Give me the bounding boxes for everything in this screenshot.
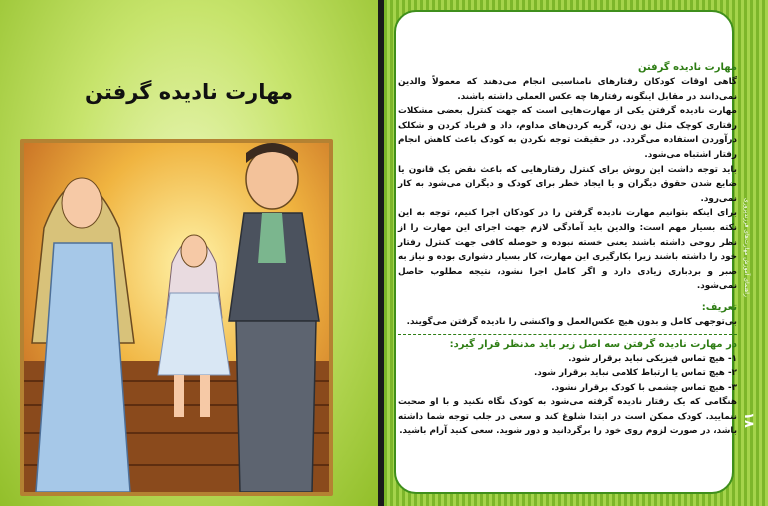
definition-text: بی‌توجهی کامل و بدون هیچ عکس‌العمل و واکنشی را نادیده گرفتن می‌گویند. (406, 316, 737, 327)
definition-label: تعریف: (701, 301, 737, 313)
paragraph: گاهی اوقات کودکان رفتارهای نامناسبی انجام می‌دهند که معمولاً والدین نمی‌دانند در مقابل اینگونه رفتارها چه عکس العملی داشته باشند. (398, 77, 737, 102)
page-number: ۱۸ (741, 412, 756, 428)
principle-item: ۲- هیچ تماس یا ارتباط کلامی نباید برقرار شود. (533, 368, 737, 379)
paragraph: مهارت نادیده گرفتن یکی از مهارت‌هایی است که جهت کنترل بعضی مشکلات رفتاری کوچک مثل نق زدن، گریه کردن‌های مداوم، داد و فریاد کردن و شکلک درآوردن استفاده می‌گردد. در حقیقت توجه نکردن به کودک باعث کاهش انجام رفتار اشتباه می‌شود. (398, 106, 737, 160)
family-illustration (20, 139, 333, 496)
text-block (398, 60, 737, 439)
section-heading: مهارت نادیده گرفتن (637, 62, 737, 73)
closing-paragraph: هنگامی که یک رفتار نادیده گرفته می‌شود به کودک نگاه نکنید و با او صحبت ننمایید. کودک ممکن است در ابتدا شلوغ کند و سعی در جلب توجه شما داشته باشد، در صورت لزوم روی خود را برگردانید و دور شوید. سعی کنید آرام باشید. (398, 397, 737, 437)
principles-heading: در مهارت نادیده گرفتن سه اصل زیر باید مدنظر قرار گیرد: (449, 338, 737, 350)
paragraph: باید توجه داشت این روش برای کنترل رفتارهایی که باعث نقض یک قانون یا ضایع شدن حقوق دیگران و یا ایجاد خطر برای کودک و دیگران می‌شود به کار نمی‌رود. (398, 164, 737, 204)
left-page (0, 0, 378, 506)
page-title: مهارت نادیده گرفتن (84, 80, 294, 104)
paragraph: برای اینکه بتوانیم مهارت نادیده گرفتن را در کودکان اجرا کنیم، توجه به این نکته بسیار مهم است: والدین باید آمادگی لازم جهت اجرای این مهارت را از نظر روحی داشته باشند یعنی خسته نبوده و حوصله کافی جهت کنترل رفتار خود را داشته باشند زیرا بکارگیری این مهارت، کار بسیار دشواری بوده و نیاز به صبر و بردباری زیادی دارد و اگر کامل اجرا نشود، نتیجه مطلوب حاصل نمی‌شود. (398, 208, 737, 292)
principle-item: ۳- هیچ تماس چشمی با کودک برقرار نشود. (551, 382, 737, 393)
side-strip-text: راهنمای آموزش مهارت‌های فرزندپروری (743, 197, 750, 297)
divider (398, 334, 737, 335)
principle-item: ۱- هیچ تماس فیزیکی نباید برقرار شود. (568, 353, 737, 364)
illustration-svg (24, 143, 329, 492)
